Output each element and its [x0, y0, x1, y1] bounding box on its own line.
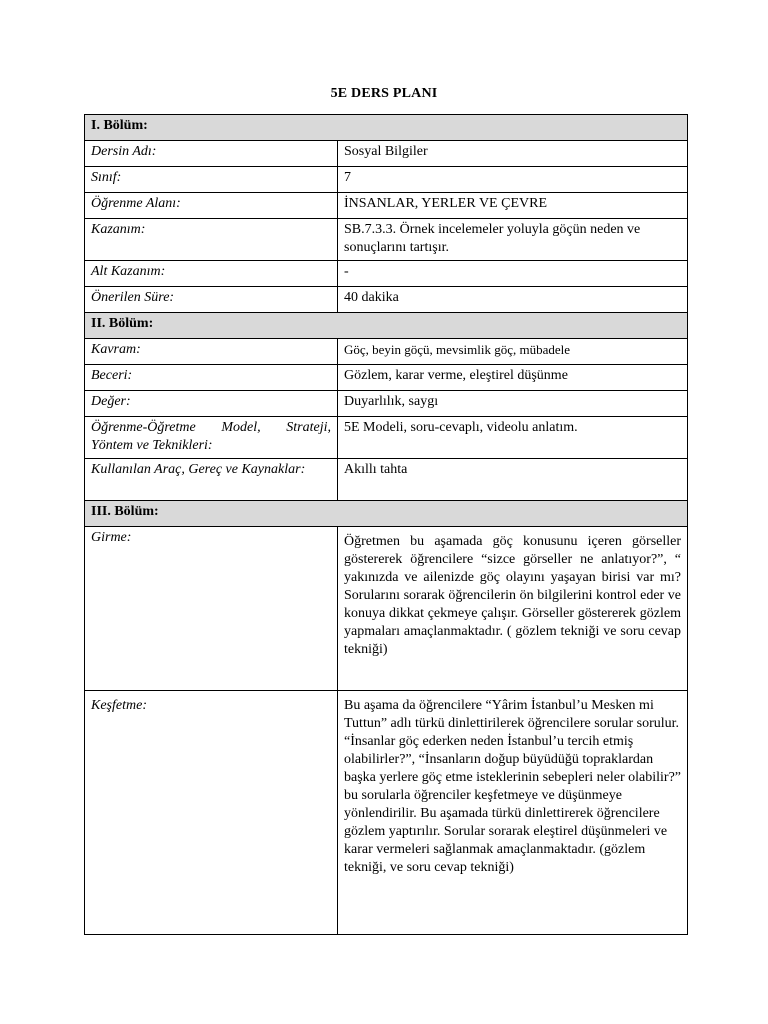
- row-label-alt-kazanim: Alt Kazanım:: [85, 261, 338, 287]
- row-label-arac-gerec: Kullanılan Araç, Gereç ve Kaynaklar:: [85, 459, 338, 501]
- table-row: [85, 527, 688, 691]
- table-row: [85, 287, 688, 313]
- row-value-arac-gerec: Akıllı tahta: [338, 459, 688, 501]
- row-value-deger: Duyarlılık, saygı: [338, 391, 688, 417]
- section-header-1: [85, 115, 688, 141]
- row-label-sinif: Sınıf:: [85, 167, 338, 193]
- row-label-deger: Değer:: [85, 391, 338, 417]
- row-value-girme: Öğretmen bu aşamada göç konusunu içeren görseller göstererek öğrencilere “sizce görseller ne anlatıyor?”, “ yakınızda ve ailenizde göç olayını yaşayan birisi var mı? Sorularını sorarak öğrencilerin ön bilgilerini kontrol eder ve konuya dikkat çekmeye çalışır. Görseller göstererek gözlem yapmaları amaçlanmaktadır. ( gözlem tekniği ve soru cevap tekniği): [338, 527, 688, 691]
- row-label-girme: Girme:: [85, 527, 338, 691]
- row-label-kavram: Kavram:: [85, 339, 338, 365]
- section-title-1: I. Bölüm:: [85, 115, 688, 141]
- page-title: 5E DERS PLANI: [330, 86, 438, 101]
- row-value-sinif: 7: [338, 167, 688, 193]
- table-row: [85, 417, 688, 459]
- section-title-3: III. Bölüm:: [85, 501, 688, 527]
- row-value-model: 5E Modeli, soru-cevaplı, videolu anlatım.: [338, 417, 688, 459]
- table-row: [85, 167, 688, 193]
- table-row: [85, 365, 688, 391]
- row-label-beceri: Beceri:: [85, 365, 338, 391]
- row-label-onerilen-sure: Önerilen Süre:: [85, 287, 338, 313]
- row-label-ogrenme-alani: Öğrenme Alanı:: [85, 193, 338, 219]
- table-row: [85, 691, 688, 935]
- row-label-model: Öğrenme-Öğretme Model, Strateji, Yöntem ve Teknikleri:: [85, 417, 338, 459]
- row-value-alt-kazanim: -: [338, 261, 688, 287]
- table-row: [85, 193, 688, 219]
- table-row: [85, 339, 688, 365]
- row-value-dersin-adi: Sosyal Bilgiler: [338, 141, 688, 167]
- row-label-dersin-adi: Dersin Adı:: [85, 141, 338, 167]
- table-row: [85, 141, 688, 167]
- table-row: [85, 391, 688, 417]
- section-header-2: [85, 313, 688, 339]
- lesson-plan-table: [84, 114, 688, 935]
- row-label-kesfetme: Keşfetme:: [85, 691, 338, 935]
- row-label-kazanim: Kazanım:: [85, 219, 338, 261]
- row-value-kesfetme: Bu aşama da öğrencilere “Yârim İstanbul’u Mesken mi Tuttun” adlı türkü dinlettirilerek öğrencilere sorular sorulur. “İnsanlar göç ederken neden İstanbul’u tercih etmiş olabilirler?”, “İnsanların doğup büyüdüğü topraklardan başka yerlere göç etme isteklerinin sebepleri neler olabilir?” bu sorularla öğrenciler keşfetmeye ve düşünmeye yönlendirilir. Bu aşamada türkü dinlettirerek öğrencilere gözlem yaptırılır. Sorular sorarak eleştirel düşünmeleri ve karar vermeleri sağlanmak amaçlanmaktadır. (gözlem tekniği, ve soru cevap tekniği): [338, 691, 688, 935]
- row-value-kazanim: SB.7.3.3. Örnek incelemeler yoluyla göçün neden ve sonuçlarını tartışır.: [338, 219, 688, 261]
- table-row: [85, 261, 688, 287]
- section-header-3: [85, 501, 688, 527]
- table-row: [85, 459, 688, 501]
- row-value-kavram: Göç, beyin göçü, mevsimlik göç, mübadele: [338, 339, 688, 365]
- section-title-2: II. Bölüm:: [85, 313, 688, 339]
- table-row: [85, 219, 688, 261]
- row-value-onerilen-sure: 40 dakika: [338, 287, 688, 313]
- row-value-ogrenme-alani: İNSANLAR, YERLER VE ÇEVRE: [338, 193, 688, 219]
- row-value-beceri: Gözlem, karar verme, eleştirel düşünme: [338, 365, 688, 391]
